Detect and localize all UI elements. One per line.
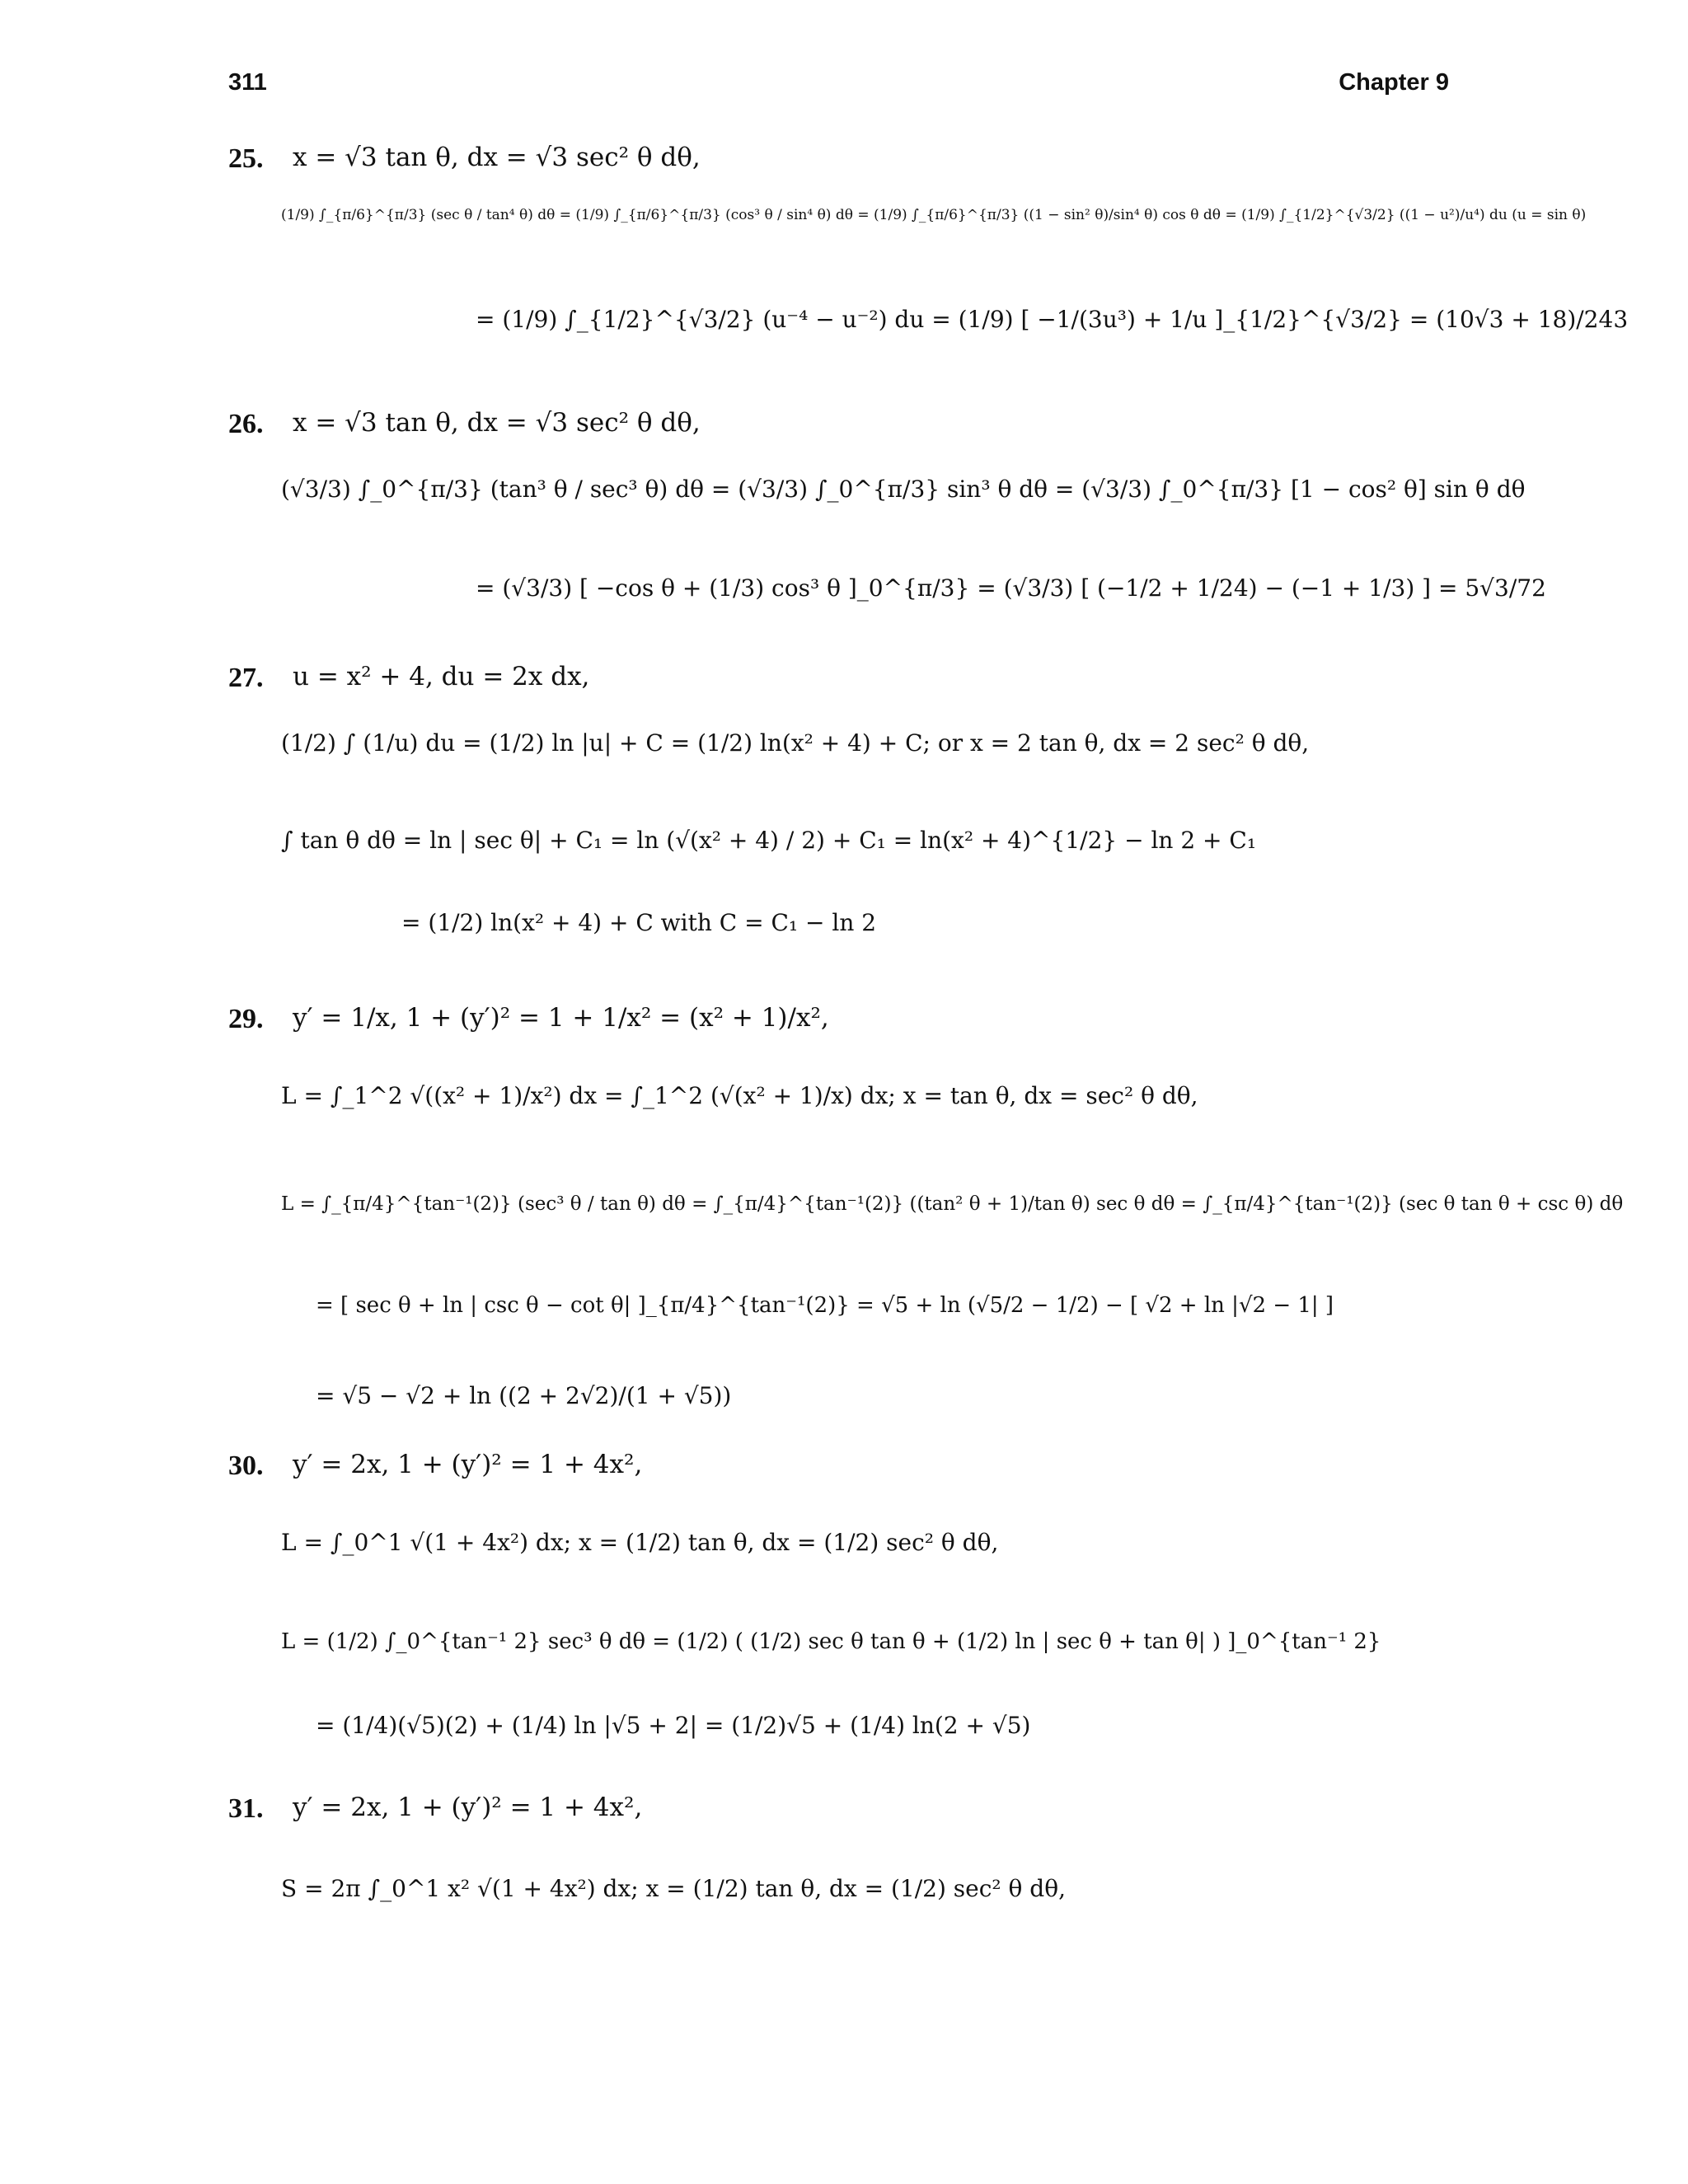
problem-line: u = x² + 4, du = 2x dx, xyxy=(293,662,590,691)
problem-line: L = ∫_{π/4}^{tan⁻¹(2)} (sec³ θ / tan θ) dθ = ∫_{π/4}^{tan⁻¹(2)} ((tan² θ + 1)/tan θ) sec θ dθ = ∫_{π/4}^{tan⁻¹(2)} (sec θ tan θ + csc θ) dθ xyxy=(281,1193,1624,1215)
problem-line: (√3/3) ∫_0^{π/3} (tan³ θ / sec³ θ) dθ = (√3/3) ∫_0^{π/3} sin³ θ dθ = (√3/3) ∫_0^{π/3} [1 − cos² θ] sin θ dθ xyxy=(281,476,1526,503)
problem-number: 25. xyxy=(228,143,264,174)
problem-number: 26. xyxy=(228,409,264,439)
problem-number: 29. xyxy=(228,1004,264,1034)
chapter-title: Chapter 9 xyxy=(1339,69,1449,96)
problem-line: S = 2π ∫_0^1 x² √(1 + 4x²) dx; x = (1/2) tan θ, dx = (1/2) sec² θ dθ, xyxy=(281,1875,1066,1902)
problem-line: ∫ tan θ dθ = ln | sec θ| + C₁ = ln (√(x² + 4) / 2) + C₁ = ln(x² + 4)^{1/2} − ln 2 + C₁ xyxy=(281,827,1257,854)
problem-line: = (√3/3) [ −cos θ + (1/3) cos³ θ ]_0^{π/3} = (√3/3) [ (−1/2 + 1/24) − (−1 + 1/3) ] = 5√3/72 xyxy=(476,574,1546,602)
problem-line: y′ = 1/x, 1 + (y′)² = 1 + 1/x² = (x² + 1)/x², xyxy=(293,1003,829,1033)
problem-number: 27. xyxy=(228,663,264,693)
problem-line: = (1/9) ∫_{1/2}^{√3/2} (u⁻⁴ − u⁻²) du = (1/9) [ −1/(3u³) + 1/u ]_{1/2}^{√3/2} = (10√3 + 18)/243 xyxy=(476,306,1629,333)
problem-line: L = ∫_0^1 √(1 + 4x²) dx; x = (1/2) tan θ, dx = (1/2) sec² θ dθ, xyxy=(281,1529,999,1556)
problem-number: 31. xyxy=(228,1793,264,1824)
problem-line: y′ = 2x, 1 + (y′)² = 1 + 4x², xyxy=(293,1450,643,1479)
problem-line: (1/2) ∫ (1/u) du = (1/2) ln |u| + C = (1/2) ln(x² + 4) + C; or x = 2 tan θ, dx = 2 sec² θ dθ, xyxy=(281,729,1310,757)
problem-line: L = (1/2) ∫_0^{tan⁻¹ 2} sec³ θ dθ = (1/2) ( (1/2) sec θ tan θ + (1/2) ln | sec θ + tan θ| ) ]_0^{tan⁻¹ 2} xyxy=(281,1629,1381,1654)
problem-line: x = √3 tan θ, dx = √3 sec² θ dθ, xyxy=(293,143,701,172)
page-number: 311 xyxy=(228,69,267,96)
problem-line: = (1/2) ln(x² + 4) + C with C = C₁ − ln 2 xyxy=(401,909,877,936)
problem-line: x = √3 tan θ, dx = √3 sec² θ dθ, xyxy=(293,408,701,438)
problem-number: 30. xyxy=(228,1451,264,1481)
problem-line: L = ∫_1^2 √((x² + 1)/x²) dx = ∫_1^2 (√(x² + 1)/x) dx; x = tan θ, dx = sec² θ dθ, xyxy=(281,1082,1198,1109)
problem-line: = (1/4)(√5)(2) + (1/4) ln |√5 + 2| = (1/2)√5 + (1/4) ln(2 + √5) xyxy=(316,1712,1031,1739)
problem-line: y′ = 2x, 1 + (y′)² = 1 + 4x², xyxy=(293,1793,643,1822)
problem-line: = √5 − √2 + ln ((2 + 2√2)/(1 + √5)) xyxy=(316,1382,732,1409)
problem-line: (1/9) ∫_{π/6}^{π/3} (sec θ / tan⁴ θ) dθ = (1/9) ∫_{π/6}^{π/3} (cos³ θ / sin⁴ θ) dθ = (1/9) ∫_{π/6}^{π/3} ((1 − sin² θ)/sin⁴ θ) cos θ dθ = (1/9) ∫_{1/2}^{√3/2} ((1 − u²)/u⁴) du (u = sin θ) xyxy=(281,207,1587,223)
problem-line: = [ sec θ + ln | csc θ − cot θ| ]_{π/4}^{tan⁻¹(2)} = √5 + ln (√5/2 − 1/2) − [ √2 + ln |√2 − 1| ] xyxy=(316,1293,1334,1318)
